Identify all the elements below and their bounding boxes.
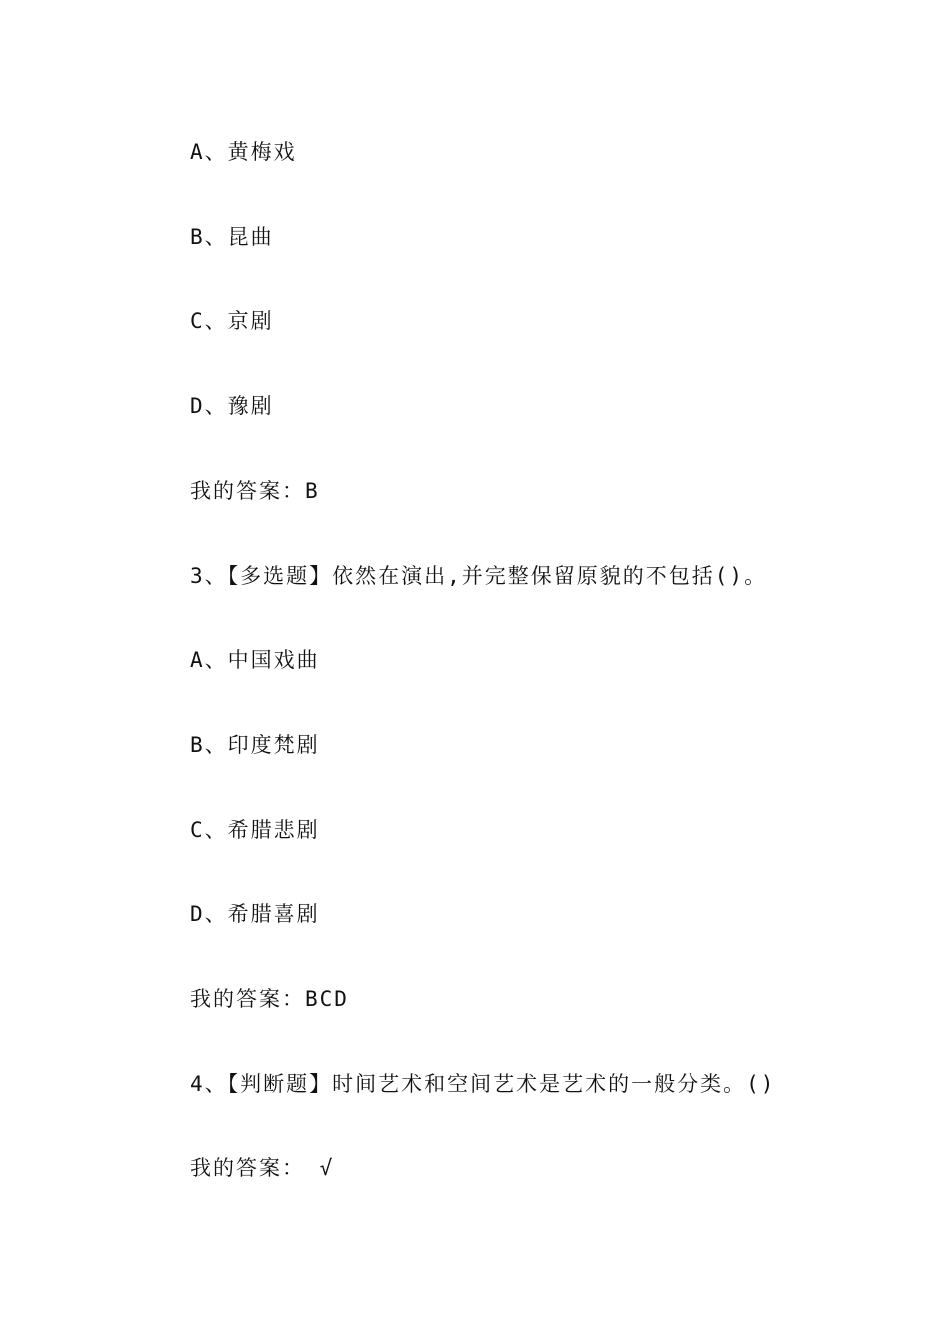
q2-option-b: B、昆曲 [190, 225, 274, 249]
q3-answer: 我的答案：BCD [190, 987, 349, 1011]
q4-question: 4、【判断题】时间艺术和空间艺术是艺术的一般分类。() [190, 1072, 776, 1096]
q2-option-d: D、豫剧 [190, 394, 274, 418]
q2-option-c: C、京剧 [190, 309, 274, 333]
q3-option-a: A、中国戏曲 [190, 648, 320, 672]
q2-option-a: A、黄梅戏 [190, 140, 297, 164]
q2-answer: 我的答案：B [190, 479, 320, 503]
q3-option-c: C、希腊悲剧 [190, 818, 320, 842]
q3-option-d: D、希腊喜剧 [190, 902, 320, 926]
q3-question: 3、【多选题】依然在演出,并完整保留原貌的不包括()。 [190, 564, 768, 588]
q3-option-b: B、印度梵剧 [190, 733, 320, 757]
q4-answer: 我的答案： √ [190, 1156, 335, 1180]
